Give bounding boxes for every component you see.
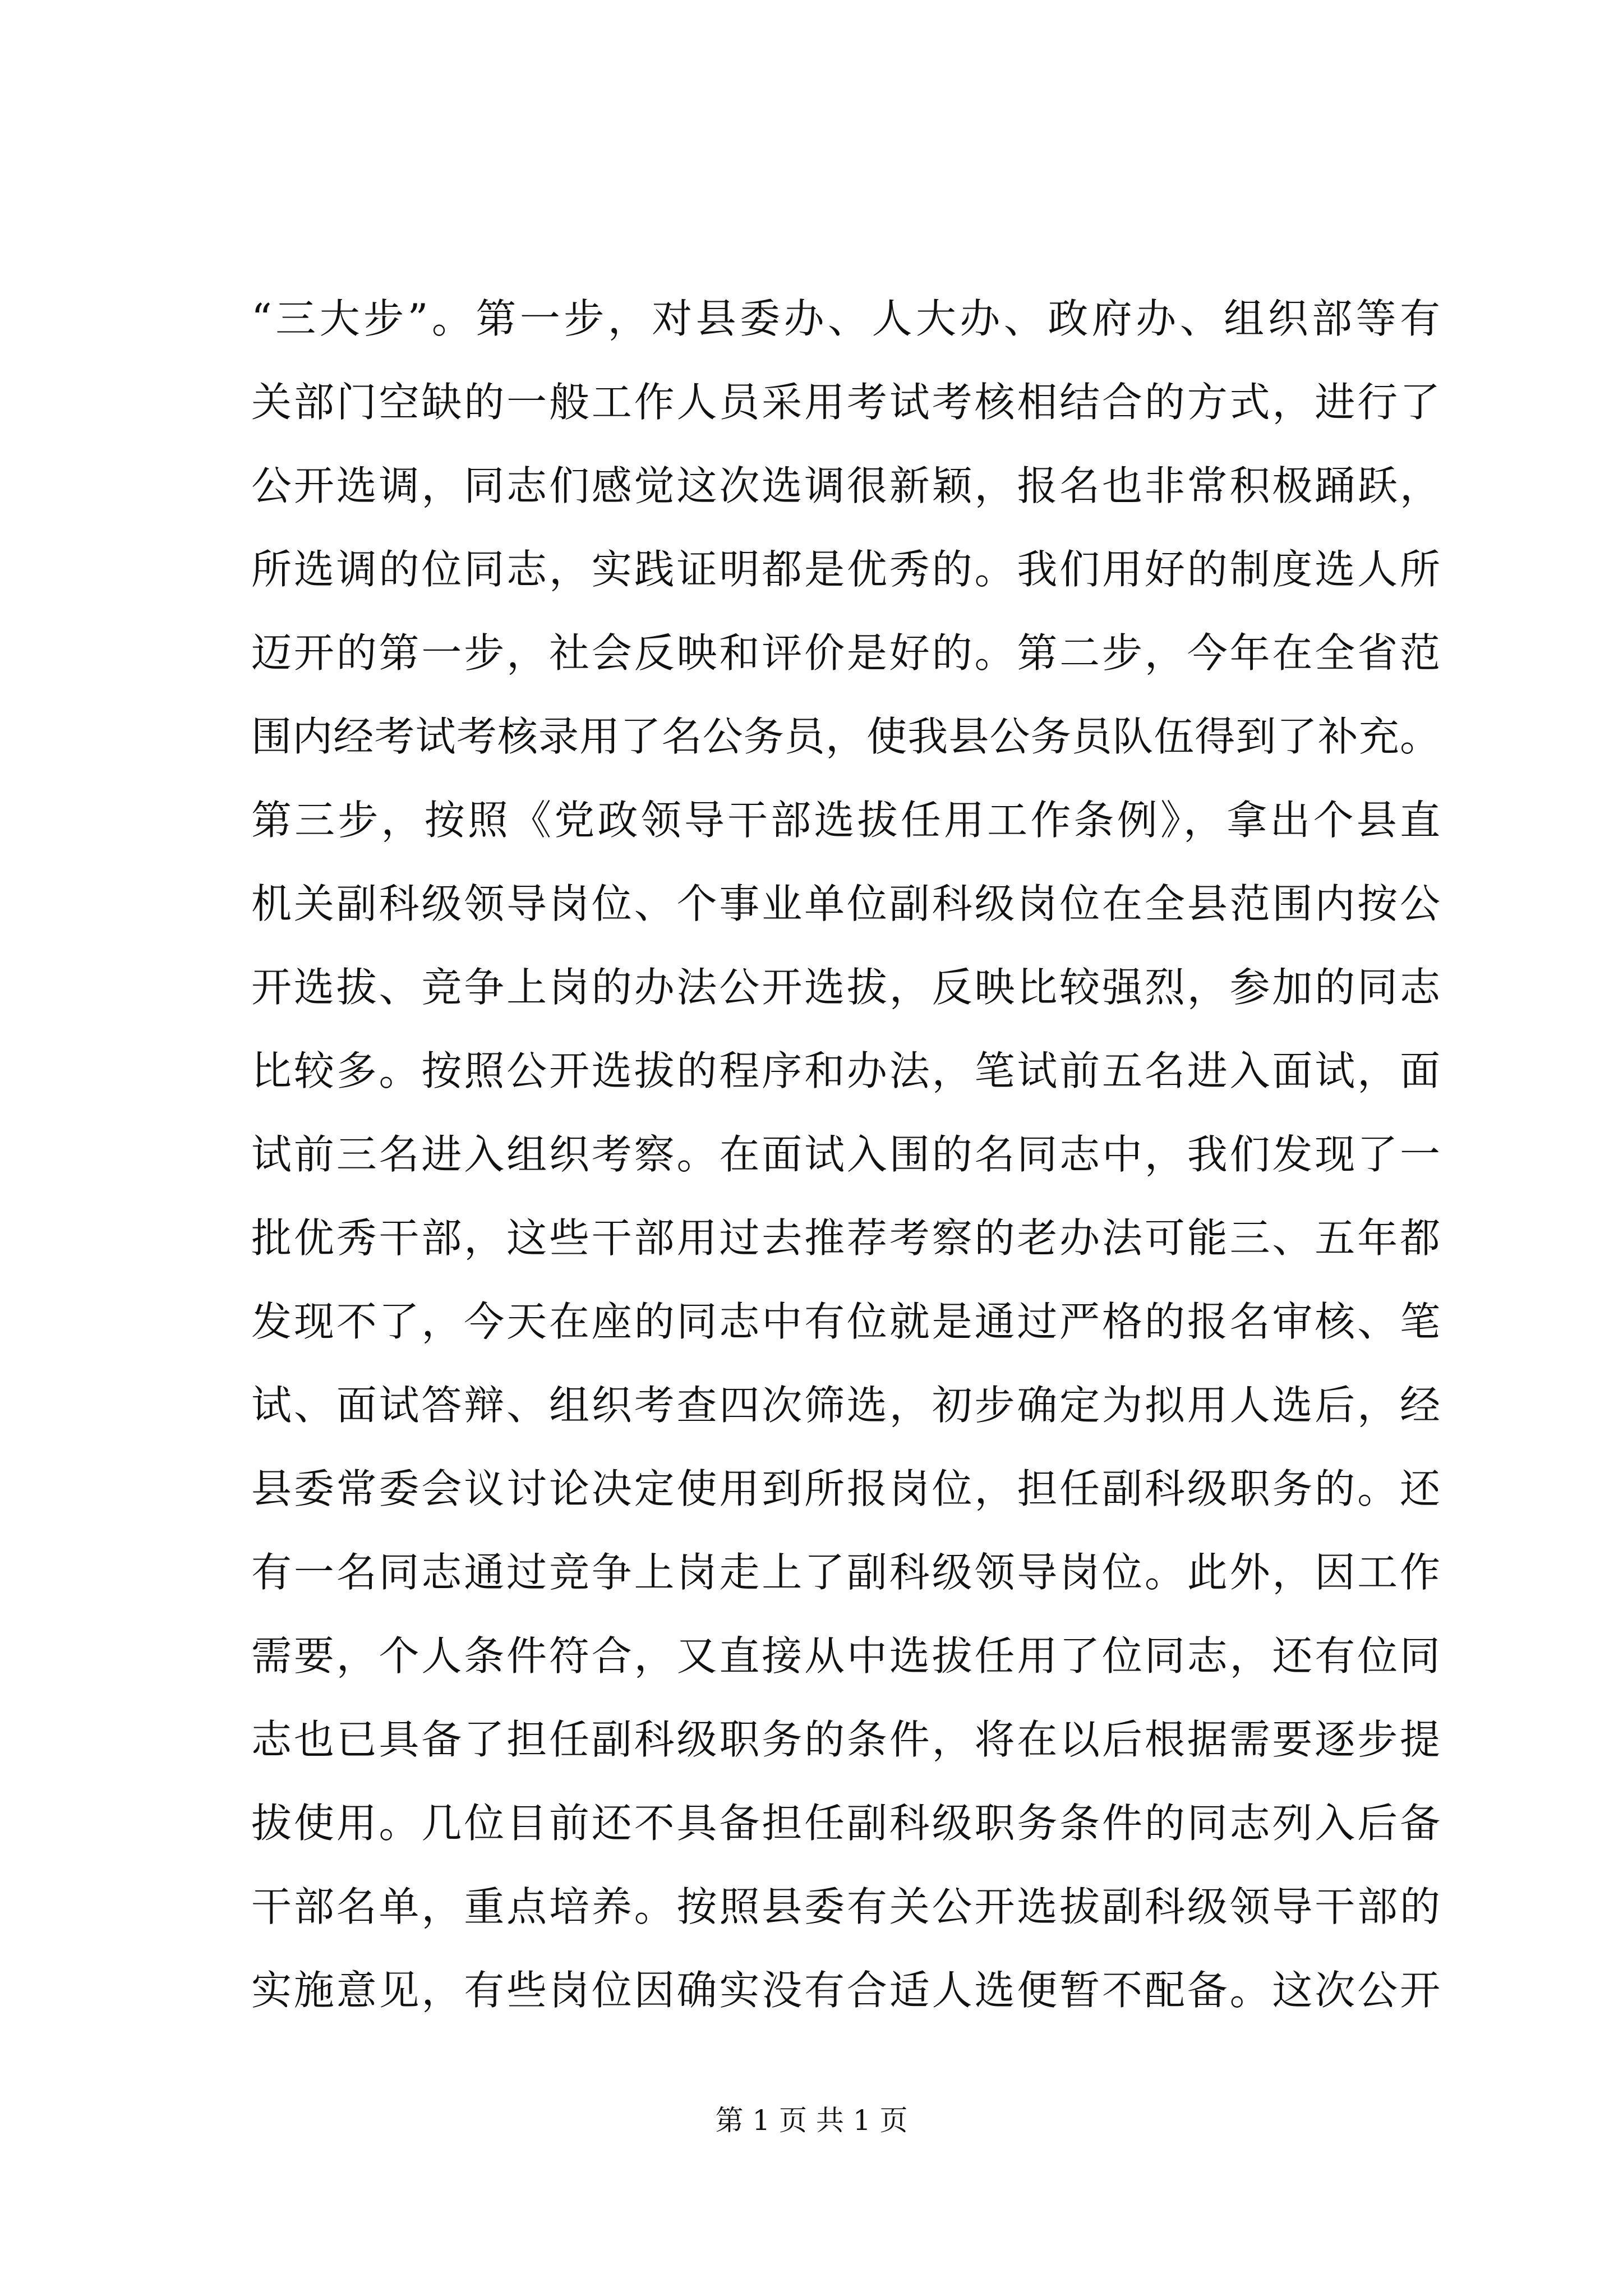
text-line: 有一名同志通过竞争上岗走上了副科级领导岗位。此外，因工作 <box>251 1549 1440 1596</box>
text-line: 机关副科级领导岗位、个事业单位副科级岗位在全县范围内按公 <box>251 880 1440 927</box>
text-line: 干部名单，重点培养。按照县委有关公开选拔副科级领导干部的 <box>251 1883 1440 1930</box>
text-line: 迈开的第一步，社会反映和评价是好的。第二步，今年在全省范 <box>251 629 1440 677</box>
text-line: 公开选调，同志们感觉这次选调很新颖，报名也非常积极踊跃， <box>251 462 1440 509</box>
text-line: 第三步，按照《党政领导干部选拔任用工作条例》，拿出个县直 <box>251 797 1440 844</box>
text-line: 关部门空缺的一般工作人员采用考试考核相结合的方式，进行了 <box>251 379 1440 426</box>
text-line: 比较多。按照公开选拔的程序和办法，笔试前五名进入面试，面 <box>251 1047 1440 1094</box>
text-line: 所选调的位同志，实践证明都是优秀的。我们用好的制度选人所 <box>251 546 1440 593</box>
text-line: 批优秀干部，这些干部用过去推荐考察的老办法可能三、五年都 <box>251 1214 1440 1262</box>
page-number-label: 第 1 页 共 1 页 <box>715 2104 908 2137</box>
text-line: 发现不了，今天在座的同志中有位就是通过严格的报名审核、笔 <box>251 1298 1440 1345</box>
text-line: 志也已具备了担任副科级职务的条件，将在以后根据需要逐步提 <box>251 1716 1440 1763</box>
text-line: 县委常委会议讨论决定使用到所报岗位，担任副科级职务的。还 <box>251 1465 1440 1512</box>
text-line: 试前三名进入组织考察。在面试入围的名同志中，我们发现了一 <box>251 1131 1440 1178</box>
text-line: 拔使用。几位目前还不具备担任副科级职务条件的同志列入后备 <box>251 1800 1440 1847</box>
body-text <box>251 277 1440 2032</box>
text-line: 需要，个人条件符合，又直接从中选拔任用了位同志，还有位同 <box>251 1632 1440 1680</box>
text-line: “三大步”。第一步，对县委办、人大办、政府办、组织部等有 <box>251 295 1440 342</box>
text-line: 实施意见，有些岗位因确实没有合适人选便暂不配备。这次公开 <box>251 1967 1440 2014</box>
text-line: 开选拔、竞争上岗的办法公开选拔，反映比较强烈，参加的同志 <box>251 964 1440 1011</box>
text-line: 围内经考试考核录用了名公务员，使我县公务员队伍得到了补充。 <box>251 713 1440 760</box>
page-footer <box>0 2101 1623 2140</box>
text-line: 试、面试答辩、组织考查四次筛选，初步确定为拟用人选后，经 <box>251 1382 1440 1429</box>
